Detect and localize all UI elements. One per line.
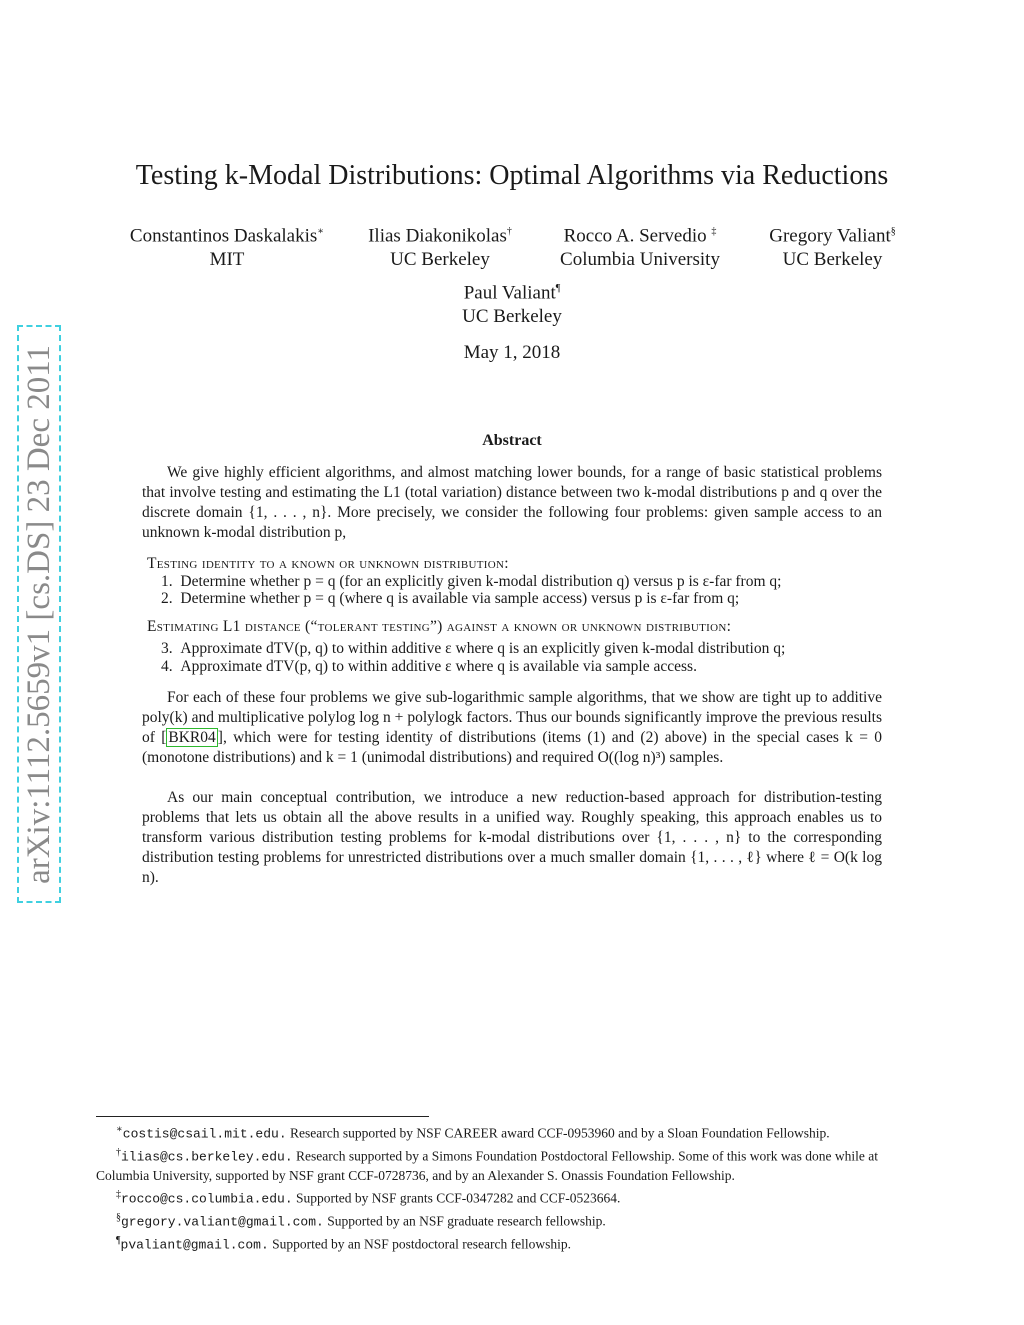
- author-mark: §: [890, 226, 896, 237]
- author-mark: ‡: [711, 226, 717, 237]
- list-item: 4. Approximate dTV(p, q) to within additive ε where q is available via sample access.: [161, 658, 697, 675]
- group1-heading: Testing identity to a known or unknown distribution:: [147, 555, 509, 572]
- author-name: Ilias Diakonikolas: [368, 225, 507, 247]
- list-item: 3. Approximate dTV(p, q) to within additive ε where q is an explicitly given k-modal distribution q;: [161, 640, 786, 657]
- paper-date: May 1, 2018: [463, 342, 561, 363]
- footnote-mark: ∗: [116, 1124, 123, 1135]
- abstract-intro: We give highly efficient algorithms, and almost matching lower bounds, for a range of basic statistical problems that involve testing and estimating the L1 (total variation) distance between two k-modal distributions p and q over the discrete domain {1, . . . , n}. More precisely, we consider the following four problems: given sample access to an unknown k-modal distribution p,: [142, 464, 882, 541]
- footnote-email[interactable]: pvaliant@gmail.com.: [120, 1237, 269, 1252]
- abstract-para2: For each of these four problems we give sub-logarithmic sample algorithms, that we show are tight up to additive poly(k) and multiplicative polylog log n + polylogk factors. Thus our bounds significantly improve the previous results of [ BKR04 ], which were for testing identity of distributions (items (1) and (2) above) in the special cases k = 0 (monotone distributions) and k = 1 (unimodal distributions) and required O((log n)³) samples.: [142, 689, 882, 766]
- author-block: [750, 220, 915, 272]
- footnote-text: Research supported by a Simons Foundation Postdoctoral Fellowship. Some of this work was done while at Columbia University, supported by NSF grant CCF-0728736, and by an Alexander S. Onassis Foundation Fellowship.: [96, 1148, 878, 1183]
- footnote: [96, 1209, 931, 1232]
- author-mark: ∗: [317, 226, 325, 237]
- author-affiliation: UC Berkeley: [390, 249, 490, 271]
- author-block: [545, 220, 735, 272]
- footnote-email[interactable]: ilias@cs.berkeley.edu.: [121, 1149, 293, 1165]
- para2-part-b: , which were for testing identity of distributions (items (1) and (2) above) in the special cases k = 0 (monotone distributions) and k = 1 (unimodal distributions) and required O((log n)³) samples.: [142, 729, 882, 766]
- footnote-email[interactable]: costis@csail.mit.edu.: [122, 1126, 287, 1142]
- footnote-text: Research supported by NSF CAREER award CCF-0953960 and by a Sloan Foundation Fellowship.: [286, 1125, 830, 1141]
- abstract-para3: As our main conceptual contribution, we introduce a new reduction-based approach for distribution-testing problems that lets us obtain all the above results in a unified way. Roughly speaking, this approach enables us to transform various distribution testing problems for k-modal distributions over {1, . . . , n} to the corresponding distribution testing problems for unrestricted distributions over a much smaller domain {1, . . . , ℓ} where ℓ = O(k log n).: [142, 789, 882, 886]
- footnote-email[interactable]: rocco@cs.columbia.edu.: [121, 1191, 293, 1206]
- footnote-mark: ‡: [116, 1188, 121, 1200]
- arxiv-id: arXiv:1112.5659v1 [cs.DS] 23 Dec 2011: [20, 344, 57, 884]
- author-name: Rocco A. Servedio: [563, 225, 707, 247]
- footnote-text: Supported by NSF grants CCF-0347282 and CCF-0523664.: [292, 1190, 621, 1205]
- list-item: 1. Determine whether p = q (for an explicitly given k-modal distribution q) versus p is ε-far from q;: [161, 573, 782, 590]
- item1-text: Determine whether p = q (for an explicitly given k-modal distribution q) versus p is ε-far from q;: [180, 573, 782, 590]
- author-block: [345, 220, 535, 272]
- footnote-text: Supported by an NSF postdoctoral research fellowship.: [268, 1236, 571, 1251]
- footnote: [96, 1121, 931, 1144]
- abstract-heading: Abstract: [482, 432, 542, 449]
- author-mark: †: [506, 226, 512, 237]
- footnote-email[interactable]: gregory.valiant@gmail.com.: [121, 1214, 324, 1229]
- author-affiliation: Columbia University: [560, 249, 720, 271]
- footnote-text: Supported by an NSF graduate research fellowship.: [323, 1213, 606, 1228]
- item3-text: Approximate dTV(p, q) to within additive ε where q is an explicitly given k-modal distribution q;: [180, 640, 786, 657]
- footnote: [96, 1186, 931, 1209]
- footnotes: [96, 1121, 931, 1255]
- para2-part-a: For each of these four problems we give sub-logarithmic sample algorithms, that we show are tight up to additive poly(k) and multiplicative polylog log n + polylogk factors. Thus our bounds significantly improve the previous results of: [142, 689, 882, 746]
- author-affiliation: UC Berkeley: [782, 249, 883, 271]
- footnote-mark: †: [116, 1147, 121, 1158]
- author-name: Constantinos Daskalakis: [129, 225, 318, 247]
- author-block: [412, 277, 612, 329]
- author-affiliation: UC Berkeley: [462, 306, 562, 328]
- arxiv-sidebar: [17, 325, 61, 903]
- citation-link[interactable]: BKR04: [168, 729, 216, 746]
- author-affiliation: MIT: [209, 249, 245, 271]
- author-mark: ¶: [555, 283, 561, 294]
- author-name: Paul Valiant: [463, 282, 556, 304]
- footnote: [96, 1144, 931, 1186]
- item4-text: Approximate dTV(p, q) to within additive ε where q is available via sample access.: [180, 658, 697, 675]
- paper-title: Testing k-Modal Distributions: Optimal Algorithms via Reductions: [135, 160, 889, 191]
- author-name: Gregory Valiant: [769, 225, 891, 247]
- footnote-rule: [96, 1116, 429, 1117]
- item2-text: Determine whether p = q (where q is available via sample access) versus p is ε-far from q;: [180, 590, 740, 607]
- footnote-mark: §: [116, 1211, 121, 1223]
- footnote-mark: ¶: [116, 1234, 121, 1246]
- group2-heading: Estimating L1 distance (“tolerant testing”) against a known or unknown distribution:: [147, 618, 732, 635]
- footnote: [96, 1232, 931, 1255]
- list-item: 2. Determine whether p = q (where q is available via sample access) versus p is ε-far from q;: [161, 590, 740, 607]
- author-block: [117, 220, 337, 272]
